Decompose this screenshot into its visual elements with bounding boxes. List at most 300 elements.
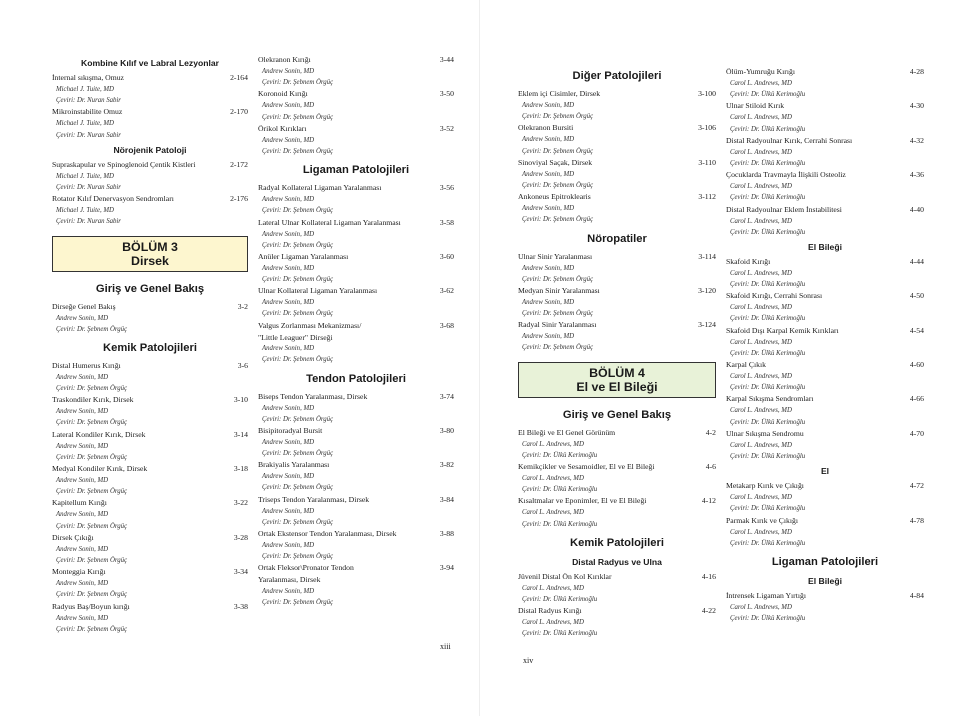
toc-entry-page: 3-50 xyxy=(439,89,454,99)
toc-entry-translator: Çeviri: Dr. Şebnem Örgüç xyxy=(56,385,128,393)
toc-entry-title: Koronoid Kırığı xyxy=(258,89,308,99)
toc-entry-page: 4-40 xyxy=(909,204,924,214)
toc-entry xyxy=(52,463,248,497)
toc-entry xyxy=(726,256,924,290)
toc-entry-translator: Çeviri: Dr. Şebnem Örgüç xyxy=(56,556,128,564)
toc-entry-title-row xyxy=(52,106,248,118)
toc-entry-translator: Çeviri: Dr. Ülkü Kerimoğlu xyxy=(730,228,806,236)
toc-entry-author: Andrew Sonin, MD xyxy=(262,68,315,75)
section-heading: Nörojenik Patoloji xyxy=(113,144,187,155)
chapter-title: Dirsek xyxy=(131,253,169,268)
toc-entry-author: Andrew Sonin, MD xyxy=(262,196,315,204)
toc-entry-author: Michael J. Tuite, MD xyxy=(56,172,114,180)
toc-entry-translator: Çeviri: Dr. Ülkü Kerimoğlu xyxy=(522,451,598,459)
toc-entry-author: Andrew Sonin, MD xyxy=(56,314,109,322)
toc-entry-author: Carol L. Andrews, MD xyxy=(730,304,792,312)
toc-entry-page: 3-94 xyxy=(439,563,454,573)
toc-entry xyxy=(258,251,454,285)
toc-entry-title: Ulnar Sıkışma Sendromu xyxy=(726,428,804,438)
toc-entry-page: 3-2 xyxy=(237,301,248,311)
toc-entry-translator: Çeviri: Dr. Ülkü Kerimoğlu xyxy=(730,452,806,460)
toc-entry-author: Andrew Sonin, MD xyxy=(56,614,109,622)
toc-entry-page: 3-88 xyxy=(439,529,454,538)
toc-entry-page: 2-176 xyxy=(230,194,248,204)
toc-entry-translator: Çeviri: Dr. Şebnem Örgüç xyxy=(56,591,128,599)
toc-entry-title: Kısaltmalar ve Eponimler, El ve El Bileği xyxy=(518,496,647,506)
toc-entry-title-row xyxy=(726,290,924,302)
toc-entry-title: İnternal sıkışma, Omuz xyxy=(52,73,124,82)
toc-entry xyxy=(518,427,716,461)
toc-entry-title: Dirseğe Genel Bakış xyxy=(52,301,116,311)
toc-entry xyxy=(258,217,454,251)
toc-entry-translator: Çeviri: Dr. Şebnem Örgüç xyxy=(522,147,594,155)
chapter-number: BÖLÜM 3 xyxy=(122,239,178,254)
toc-entry-author: Andrew Sonin, MD xyxy=(262,345,315,353)
toc-entry xyxy=(518,88,716,122)
toc-entry-page: 3-56 xyxy=(439,183,454,193)
toc-entry-translator: Çeviri: Dr. Şebnem Örgüç xyxy=(56,488,128,496)
toc-column-left-1 xyxy=(52,56,248,635)
toc-entry-title: Metakarp Kırık ve Çıkığı xyxy=(726,481,804,491)
toc-entry-translator: Çeviri: Dr. Ülkü Kerimoğlu xyxy=(730,194,806,202)
toc-entry-title-row xyxy=(726,393,924,405)
toc-entry xyxy=(726,393,924,427)
toc-entry-author: Andrew Sonin, MD xyxy=(522,333,575,341)
toc-entry-title: Eklem içi Cisimler, Dirsek xyxy=(518,89,601,98)
toc-entry-page: 3-80 xyxy=(439,425,454,435)
toc-entry-author: Andrew Sonin, MD xyxy=(56,511,109,519)
toc-entry-translator: Çeviri: Dr. Şebnem Örgüç xyxy=(262,310,334,318)
toc-entry-title-row xyxy=(518,122,716,134)
toc-entry-translator: Çeviri: Dr. Nuran Sabir xyxy=(56,97,121,105)
toc-entry-title-row xyxy=(52,72,248,84)
toc-entry xyxy=(518,122,716,156)
toc-entry-translator: Çeviri: Dr. Nuran Sabir xyxy=(56,183,121,191)
toc-entry xyxy=(52,532,248,566)
toc-entry-translator: Çeviri: Dr. Şebnem Örgüç xyxy=(56,453,128,461)
toc-entry-title: Lateral Kondiler Kırık, Dirsek xyxy=(52,429,146,439)
section-heading: El xyxy=(820,466,830,477)
toc-entry-translator: Çeviri: Dr. Şebnem Örgüç xyxy=(262,484,334,492)
toc-entry-title-row xyxy=(52,463,248,475)
toc-entry-translator: Çeviri: Dr. Şebnem Örgüç xyxy=(56,522,128,530)
toc-entry-page: 3-58 xyxy=(439,217,454,227)
section-heading: Tendon Patolojileri xyxy=(306,372,406,385)
toc-entry-title: Anüler Ligaman Yaralanması xyxy=(258,251,349,261)
toc-entry-author: Carol L. Andrews, MD xyxy=(522,440,584,448)
toc-entry-author: Andrew Sonin, MD xyxy=(262,230,315,238)
toc-entry-page: 3-84 xyxy=(439,494,454,504)
toc-entry-translator: Çeviri: Dr. Şebnem Örgüç xyxy=(262,415,334,423)
toc-entry xyxy=(52,301,248,335)
toc-entry-translator: Çeviri: Dr. Şebnem Örgüç xyxy=(262,599,334,607)
toc-entry-title: Ankoneus Epitroklearis xyxy=(518,192,591,202)
toc-entry-title-row xyxy=(258,320,454,332)
toc-entry-author: Carol L. Andrews, MD xyxy=(730,441,792,449)
toc-entry-translator: Çeviri: Dr. Şebnem Örgüç xyxy=(262,147,334,155)
toc-entry-title: Distal Radyoulnar Kırık, Cerrahi Sonrası xyxy=(726,135,853,145)
toc-entry-title: Skafoid Dışı Karpal Kemik Kırıkları xyxy=(726,325,839,335)
chapter-title: El ve El Bileği xyxy=(576,379,658,394)
toc-entry xyxy=(518,285,716,319)
toc-entry-translator: Çeviri: Dr. Ülkü Kerimoğlu xyxy=(730,91,806,99)
right-page xyxy=(480,0,960,716)
toc-entry-translator: Çeviri: Dr. Şebnem Örgüç xyxy=(522,275,594,283)
toc-entry-translator: Çeviri: Dr. Ülkü Kerimoğlu xyxy=(522,486,598,494)
toc-entry-author: Andrew Sonin, MD xyxy=(56,545,109,553)
toc-entry-page: 4-36 xyxy=(909,170,924,180)
toc-entry-page: 3-82 xyxy=(439,460,454,470)
toc-entry-page: 3-74 xyxy=(439,391,454,401)
toc-entry xyxy=(258,562,454,608)
toc-entry xyxy=(726,290,924,324)
toc-entry-page: 3-28 xyxy=(233,532,248,542)
toc-entry xyxy=(258,182,454,216)
toc-entry-title-row xyxy=(726,515,924,527)
toc-entry-title-row xyxy=(518,251,716,263)
toc-entry-title: Karpal Çıkık xyxy=(726,360,766,369)
toc-entry-page: 3-110 xyxy=(698,157,716,167)
toc-entry-translator: Çeviri: Dr. Şebnem Örgüç xyxy=(262,241,334,249)
chapter-box xyxy=(518,362,716,398)
toc-entry-title: Valgus Zorlanması Mekanizması/ xyxy=(258,320,362,330)
toc-entry-title: Bisipitoradyal Bursit xyxy=(258,425,323,435)
toc-entry-page: 3-22 xyxy=(233,498,248,508)
toc-entry-translator: Çeviri: Dr. Şebnem Örgüç xyxy=(262,356,334,364)
toc-entry-page: 3-114 xyxy=(698,251,716,261)
section-heading: Kemik Patolojileri xyxy=(103,341,197,354)
toc-entry-page: 3-124 xyxy=(698,320,716,330)
toc-entry xyxy=(726,428,924,462)
section-heading: Distal Radyus ve Ulna xyxy=(572,556,662,567)
toc-entry-page: 4-16 xyxy=(701,571,716,581)
toc-entry-page: 4-22 xyxy=(701,606,716,616)
toc-entry-page: 3-100 xyxy=(698,89,716,98)
toc-column-right-1 xyxy=(518,67,716,640)
toc-entry-title-row xyxy=(52,301,248,313)
toc-entry-translator: Çeviri: Dr. Şebnem Örgüç xyxy=(522,344,594,352)
toc-entry-title-row xyxy=(726,480,924,492)
toc-entry-author: Andrew Sonin, MD xyxy=(262,102,315,110)
toc-entry-page: 4-28 xyxy=(909,67,924,76)
toc-entry xyxy=(258,88,454,122)
toc-entry-title-row xyxy=(52,497,248,509)
toc-entry-author: Andrew Sonin, MD xyxy=(56,373,109,381)
toc-entry xyxy=(518,251,716,285)
toc-entry-translator: Çeviri: Dr. Şebnem Örgüç xyxy=(56,325,128,333)
toc-entry-page: 3-60 xyxy=(439,251,454,261)
section-heading: Ligaman Patolojileri xyxy=(771,555,879,568)
toc-entry xyxy=(518,319,716,353)
toc-entry xyxy=(518,495,716,529)
toc-entry-translator: Çeviri: Dr. Şebnem Örgüç xyxy=(262,518,334,526)
toc-entry-title: Jüvenil Distal Ön Kol Kırıklar xyxy=(518,571,612,581)
section-heading: Kemik Patolojileri xyxy=(570,536,664,549)
toc-entry-page: 4-44 xyxy=(909,256,924,266)
toc-entry xyxy=(52,394,248,428)
toc-entry-translator: Çeviri: Dr. Şebnem Örgüç xyxy=(262,276,334,284)
toc-column-right-2 xyxy=(726,66,924,624)
page-number-right: xiv xyxy=(523,656,534,665)
toc-entry xyxy=(258,123,454,157)
toc-entry-title: Radyal Sinir Yaralanması xyxy=(518,320,597,330)
toc-entry-title-row xyxy=(518,495,716,507)
toc-entry-translator: Çeviri: Dr. Nuran Sabir xyxy=(56,131,121,139)
toc-entry-page: 4-12 xyxy=(701,496,716,506)
toc-entry-author: Carol L. Andrews, MD xyxy=(730,183,792,191)
toc-entry-author: Carol L. Andrews, MD xyxy=(730,603,792,611)
toc-entry xyxy=(258,285,454,319)
toc-entry-title-row xyxy=(258,391,454,403)
toc-entry-page: 4-60 xyxy=(909,360,924,369)
toc-entry-translator: Çeviri: Dr. Ülkü Kerimoğlu xyxy=(730,159,806,167)
toc-entry-page: 3-52 xyxy=(439,123,454,133)
toc-entry-title: Supraskapular ve Spinoglenoid Çentik Kistleri xyxy=(52,159,196,169)
toc-entry-title-row xyxy=(518,319,716,331)
toc-entry-title-row xyxy=(518,88,716,100)
section-heading: Diğer Patolojileri xyxy=(572,70,662,82)
toc-entry xyxy=(52,72,248,106)
toc-entry xyxy=(726,325,924,359)
toc-entry-title-row xyxy=(726,428,924,440)
toc-entry-translator: Çeviri: Dr. Ülkü Kerimoğlu xyxy=(730,125,806,133)
toc-entry-translator: Çeviri: Dr. Şebnem Örgüç xyxy=(522,181,594,189)
toc-entry-title-row xyxy=(52,601,248,613)
toc-entry xyxy=(726,135,924,169)
toc-entry-author: Carol L. Andrews, MD xyxy=(522,619,584,627)
toc-entry-title-cont: Yaralanması, Dirsek xyxy=(258,575,321,585)
toc-entry-title-row xyxy=(258,182,454,194)
toc-entry-translator: Çeviri: Dr. Şebnem Örgüç xyxy=(262,450,334,458)
toc-entry-title: Kapitellum Kırığı xyxy=(52,498,107,508)
toc-entry-author: Andrew Sonin, MD xyxy=(56,477,109,484)
toc-entry-author: Carol L. Andrews, MD xyxy=(730,217,792,225)
toc-entry-translator: Çeviri: Dr. Şebnem Örgüç xyxy=(522,310,594,318)
toc-entry-translator: Çeviri: Dr. Ülkü Kerimoğlu xyxy=(730,281,806,289)
toc-entry-author: Carol L. Andrews, MD xyxy=(730,148,792,156)
toc-entry-title: Dirsek Çıkığı xyxy=(52,532,94,542)
toc-entry-author: Andrew Sonin, MD xyxy=(522,264,575,272)
section-heading: Nöropatiler xyxy=(587,232,647,245)
toc-entry-author: Carol L. Andrews, MD xyxy=(522,509,584,517)
toc-entry-title: Biseps Tendon Yaralanması, Dirsek xyxy=(258,391,368,401)
toc-entry-translator: Çeviri: Dr. Ülkü Kerimoğlu xyxy=(730,349,806,357)
toc-entry-title-row xyxy=(258,425,454,437)
toc-entry-title-row xyxy=(726,256,924,268)
toc-entry-title-row xyxy=(518,605,716,617)
toc-entry xyxy=(52,429,248,463)
toc-entry xyxy=(52,360,248,394)
section-heading: Kombine Kılıf ve Labral Lezyonlar xyxy=(80,58,219,68)
toc-entry-page: 3-10 xyxy=(233,395,248,405)
section-heading: Ligaman Patolojileri xyxy=(302,164,410,177)
section-heading: Giriş ve Genel Bakış xyxy=(95,282,205,295)
toc-entry-title: Medyan Sinir Yaralanması xyxy=(518,285,600,295)
toc-entry-title-row xyxy=(52,193,248,205)
toc-entry-translator: Çeviri: Dr. Şebnem Örgüç xyxy=(56,419,128,427)
page-number-left: xiii xyxy=(440,642,451,651)
toc-entry-title-row xyxy=(726,169,924,181)
toc-entry-title: Skafoid Kırığı xyxy=(726,256,771,266)
toc-entry xyxy=(258,459,454,493)
toc-entry xyxy=(518,157,716,191)
toc-entry-title-cont: "Little Leaguer" Dirseği xyxy=(258,332,333,342)
toc-entry-title: Radyal Kollateral Ligaman Yaralanması xyxy=(258,183,382,193)
toc-entry-title-row xyxy=(258,459,454,471)
toc-entry-author: Andrew Sonin, MD xyxy=(262,587,315,595)
toc-entry-title-row xyxy=(726,135,924,147)
toc-entry-title-row xyxy=(258,285,454,297)
toc-entry-page: 3-14 xyxy=(233,429,248,439)
toc-entry-page: 3-120 xyxy=(698,285,716,295)
toc-entry-title-row xyxy=(258,251,454,263)
toc-entry-translator: Çeviri: Dr. Şebnem Örgüç xyxy=(56,625,128,633)
toc-entry xyxy=(52,497,248,531)
toc-entry-title-row xyxy=(52,566,248,578)
toc-entry-author: Carol L. Andrews, MD xyxy=(730,114,792,122)
toc-entry-author: Andrew Sonin, MD xyxy=(522,298,575,306)
toc-entry-page: 3-44 xyxy=(439,55,454,64)
section-heading: El Bileği xyxy=(808,241,842,252)
toc-entry-title: Örikol Kırıkları xyxy=(258,123,307,133)
toc-entry-page: 3-106 xyxy=(698,123,716,133)
toc-entry-title-row xyxy=(258,562,454,574)
toc-entry-author: Carol L. Andrews, MD xyxy=(730,80,792,87)
toc-entry xyxy=(52,193,248,227)
toc-entry-title-row xyxy=(518,157,716,169)
toc-entry-author: Andrew Sonin, MD xyxy=(522,136,575,144)
toc-entry-title-row xyxy=(518,461,716,473)
toc-entry-title: Ortak Fleksor\Pronator Tendon xyxy=(258,563,354,573)
toc-entry-title: Radyus Baş/Boyun kırığı xyxy=(52,601,130,611)
toc-entry-title: Çocuklarda Travmayla İlişkili Osteoliz xyxy=(726,170,846,180)
toc-entry-page: 3-34 xyxy=(233,567,248,577)
toc-entry-title: Ölüm-Yumruğu Kırığı xyxy=(726,67,795,76)
toc-entry-translator: Çeviri: Dr. Şebnem Örgüç xyxy=(262,553,334,561)
toc-entry xyxy=(258,425,454,459)
toc-entry-translator: Çeviri: Dr. Ülkü Kerimoğlu xyxy=(730,418,806,426)
toc-entry-page: 2-164 xyxy=(230,73,248,82)
toc-entry-author: Carol L. Andrews, MD xyxy=(522,475,584,482)
toc-entry-title: Skafoid Kırığı, Cerrahi Sonrası xyxy=(726,291,823,301)
toc-entry-title: Ulnar Sinir Yaralanması xyxy=(518,251,593,261)
toc-entry-title-row xyxy=(726,590,924,602)
toc-entry xyxy=(52,159,248,193)
toc-entry xyxy=(726,515,924,549)
toc-entry xyxy=(258,528,454,562)
toc-entry-title: Medyal Kondiler Kırık, Dirsek xyxy=(52,464,148,473)
chapter-number: BÖLÜM 4 xyxy=(589,365,645,380)
toc-entry-author: Carol L. Andrews, MD xyxy=(730,269,792,277)
toc-entry-translator: Çeviri: Dr. Ülkü Kerimoğlu xyxy=(522,520,598,528)
toc-entry-author: Carol L. Andrews, MD xyxy=(730,407,792,415)
toc-entry xyxy=(518,191,716,225)
toc-entry-title-row xyxy=(518,571,716,583)
toc-entry-author: Andrew Sonin, MD xyxy=(262,264,315,272)
toc-entry-title: El Bileği ve El Genel Görünüm xyxy=(518,427,616,437)
toc-entry-title-row xyxy=(258,528,454,540)
toc-entry-title: Brakiyalis Yaralanması xyxy=(258,460,330,470)
toc-entry-title: Olekranon Bursiti xyxy=(518,123,574,133)
toc-entry-title-row xyxy=(52,360,248,372)
toc-entry-title-row xyxy=(258,88,454,100)
toc-entry-title-row xyxy=(52,429,248,441)
toc-entry-author: Andrew Sonin, MD xyxy=(56,408,109,416)
toc-entry xyxy=(258,494,454,528)
toc-entry-page: 4-2 xyxy=(705,427,716,437)
toc-entry xyxy=(518,461,716,495)
toc-entry-title: Rotator Kılıf Denervasyon Sendromları xyxy=(52,194,174,204)
toc-entry-title: Ulnar Stiloid Kırık xyxy=(726,101,785,111)
toc-entry-page: 3-38 xyxy=(233,601,248,611)
toc-entry-title-row xyxy=(258,494,454,506)
toc-entry-title-row xyxy=(52,394,248,406)
toc-entry-author: Andrew Sonin, MD xyxy=(262,473,315,481)
toc-entry-title: Monteggia Kırığı xyxy=(52,567,106,577)
toc-entry-author: Andrew Sonin, MD xyxy=(522,170,575,178)
section-heading: Giriş ve Genel Bakış xyxy=(562,408,672,421)
toc-entry-page: 3-6 xyxy=(237,360,248,370)
toc-entry-translator: Çeviri: Dr. Şebnem Örgüç xyxy=(262,79,334,87)
toc-entry xyxy=(518,571,716,605)
toc-entry-page: 4-50 xyxy=(909,291,924,301)
toc-entry-translator: Çeviri: Dr. Şebnem Örgüç xyxy=(522,113,594,121)
toc-entry xyxy=(258,320,454,366)
toc-entry-title: Ulnar Kollateral Ligaman Yaralanması xyxy=(258,286,378,296)
toc-entry-title: Distal Humerus Kırığı xyxy=(52,360,121,370)
toc-entry-title: Lateral Ulnar Kollateral Ligaman Yaralanması xyxy=(258,217,401,227)
toc-entry xyxy=(258,54,454,88)
toc-entry-title-row xyxy=(726,325,924,337)
toc-column-left-2 xyxy=(258,54,454,608)
toc-entry-page: 4-54 xyxy=(909,325,924,335)
toc-entry-title-row xyxy=(258,123,454,135)
toc-entry-translator: Çeviri: Dr. Şebnem Örgüç xyxy=(262,113,334,121)
toc-entry xyxy=(726,204,924,238)
toc-entry-title-row xyxy=(518,285,716,297)
toc-entry-page: 3-62 xyxy=(439,286,454,296)
toc-entry-page: 4-30 xyxy=(909,101,924,111)
section-heading: El Bileği xyxy=(808,575,842,586)
toc-entry-title: Olekranon Kırığı xyxy=(258,55,311,64)
toc-entry-title: Parmak Kırık ve Çıkığı xyxy=(726,515,798,525)
toc-entry xyxy=(726,100,924,134)
toc-entry-title-row xyxy=(52,532,248,544)
toc-entry-page: 3-18 xyxy=(233,464,248,473)
toc-entry-title: Ortak Ekstensor Tendon Yaralanması, Dirsek xyxy=(258,529,397,538)
toc-entry-translator: Çeviri: Dr. Nuran Sabir xyxy=(56,218,121,226)
toc-entry xyxy=(726,590,924,624)
toc-entry-page: 4-72 xyxy=(909,481,924,491)
toc-entry-title: Distal Radyus Kırığı xyxy=(518,606,582,616)
toc-entry xyxy=(726,169,924,203)
toc-entry-title-row xyxy=(52,159,248,171)
chapter-box xyxy=(52,236,248,272)
toc-entry-author: Carol L. Andrews, MD xyxy=(522,584,584,592)
toc-entry-title: Distal Radyoulnar Eklem İnstabilitesi xyxy=(726,204,842,214)
toc-entry-page: 2-170 xyxy=(230,107,248,117)
toc-entry xyxy=(726,480,924,514)
toc-entry-translator: Çeviri: Dr. Ülkü Kerimoğlu xyxy=(522,630,598,638)
toc-entry-title: İntrensek Ligaman Yırtığı xyxy=(726,590,806,600)
toc-entry-title-row xyxy=(726,66,924,78)
toc-entry-title-row xyxy=(726,359,924,371)
toc-entry xyxy=(52,566,248,600)
toc-entry-author: Andrew Sonin, MD xyxy=(262,136,315,144)
toc-entry-author: Andrew Sonin, MD xyxy=(262,404,315,412)
toc-entry-author: Michael J. Tuite, MD xyxy=(56,207,114,215)
toc-entry-title: Traskondiler Kırık, Dirsek xyxy=(52,395,134,405)
